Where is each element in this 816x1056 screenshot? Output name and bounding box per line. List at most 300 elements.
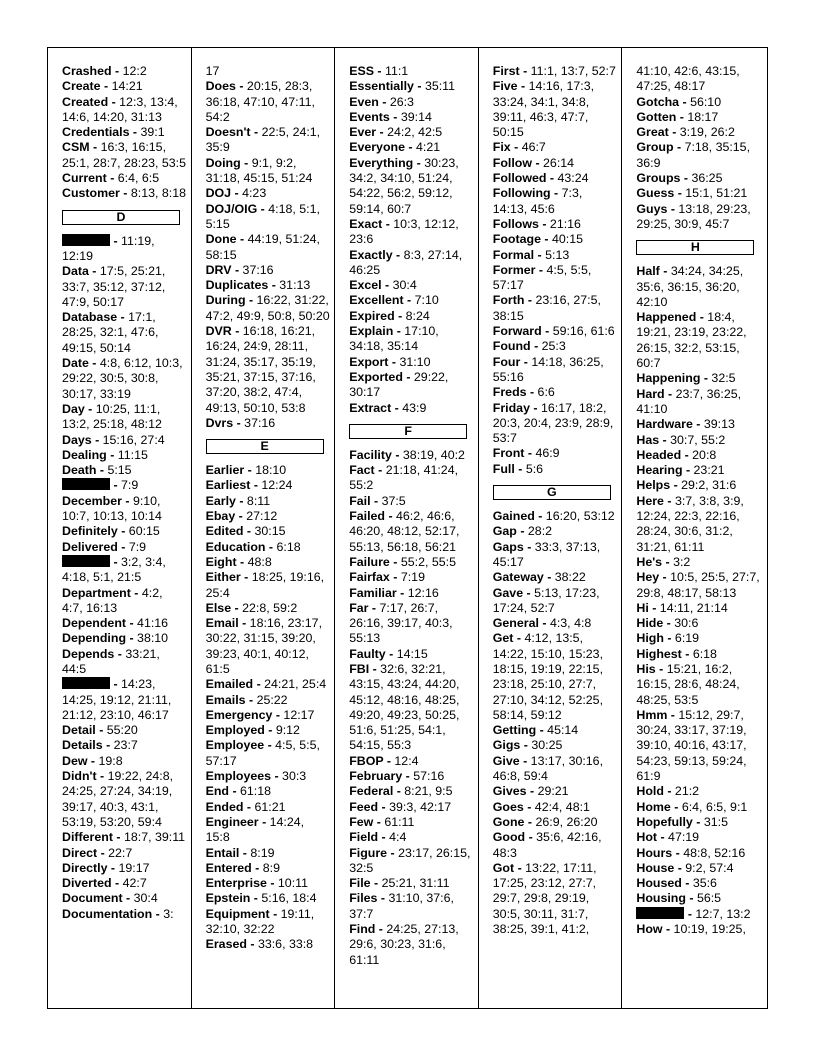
page-line-refs: 18:7, 39:11 <box>123 830 186 845</box>
entry-dash: - <box>152 906 164 921</box>
entry-term: Hard <box>636 386 665 401</box>
index-entry-earliest <box>206 478 331 493</box>
index-entry-didn-t <box>62 769 187 830</box>
entry-dash: - <box>129 125 141 140</box>
index-entry-failure <box>349 555 474 570</box>
page-line-refs: 42:4, 48:1 <box>534 799 590 814</box>
index-entry-hey <box>636 570 763 601</box>
index-entry-hot <box>636 830 763 845</box>
index-entry-exact <box>349 217 474 248</box>
entry-term: DVR <box>205 324 232 339</box>
index-entry-education <box>206 540 331 555</box>
page-line-refs: 61:11 <box>384 814 415 829</box>
entry-dash: - <box>659 264 671 279</box>
entry-dash: - <box>387 845 399 860</box>
index-entry-redacted <box>62 478 187 493</box>
entry-dash: - <box>243 524 255 539</box>
page-line-refs: 3:19, 26:2 <box>679 125 735 140</box>
entry-term: Death <box>62 463 97 478</box>
entry-dash: - <box>376 125 388 140</box>
index-entry-early <box>206 494 331 509</box>
entry-dash: - <box>662 922 674 937</box>
index-entry-he-s <box>636 555 763 570</box>
entry-term: General <box>492 616 539 631</box>
entry-dash: - <box>673 140 685 155</box>
entry-term: Created <box>62 94 109 109</box>
entry-term: Done <box>205 232 237 247</box>
entry-dash: - <box>265 539 277 554</box>
page-line-refs: 16:22, 31:22, 47:2, 49:9, 50:8, 50:20 <box>205 293 330 323</box>
entry-dash: - <box>540 232 552 247</box>
entry-term: Great <box>636 125 669 140</box>
entry-dash: - <box>100 79 112 94</box>
entry-dash: - <box>389 554 401 569</box>
entry-dash: - <box>517 79 529 94</box>
entry-term: File <box>349 876 371 891</box>
entry-dash: - <box>381 278 393 293</box>
index-entry-following <box>493 186 618 217</box>
entry-dash: - <box>663 631 675 646</box>
entry-term: Doesn't <box>205 125 251 140</box>
entry-dash: - <box>662 554 674 569</box>
index-entry-emails <box>206 693 331 708</box>
page-line-refs: 30:6 <box>674 616 699 631</box>
entry-term: Fix <box>492 140 511 155</box>
entry-dash: - <box>251 860 263 875</box>
entry-term: Direct <box>62 845 98 860</box>
index-entry-created <box>62 95 187 126</box>
entry-term: Forth <box>492 293 525 308</box>
page-line-refs: 25:22 <box>256 692 288 707</box>
page-line-refs: 14:11, 21:14 <box>659 600 728 615</box>
page-line-refs: 60:15 <box>128 524 160 539</box>
entry-dash: - <box>374 463 386 478</box>
entry-dash: - <box>534 247 546 262</box>
letter-header-h: H <box>636 240 754 255</box>
entry-dash: - <box>108 94 120 109</box>
page-line-refs: 34:24, 34:25, 35:6, 36:15, 36:20, 42:10 <box>636 264 744 309</box>
index-entry-everything <box>349 156 474 217</box>
entry-dash: - <box>510 140 522 155</box>
entry-term: Everyone <box>349 140 405 155</box>
entry-dash: - <box>393 324 405 339</box>
entry-term: Extract <box>349 400 392 415</box>
index-entry-familiar <box>349 586 474 601</box>
page-line-refs: 19:8 <box>98 753 123 768</box>
page-line-refs: 4:3, 4:8 <box>549 616 592 631</box>
page-line-refs: 23:17, 26:15, 32:5 <box>349 845 471 875</box>
entry-dash: - <box>235 509 247 524</box>
index-entry-erased <box>206 937 331 952</box>
redaction-bar <box>62 234 110 246</box>
entry-dash: - <box>681 447 693 462</box>
entry-dash: - <box>266 876 278 891</box>
entry-dash: - <box>236 554 248 569</box>
page-line-refs: 32:6, 32:21, 43:15, 43:24, 44:20, 45:12, 48:16, 48:25, 49:20, 49:23, 50:25, 51:6, 51:25, 54:1, 54:15, 55:3 <box>349 661 460 753</box>
entry-term: Hi <box>636 600 649 615</box>
entry-term: Housing <box>636 891 686 906</box>
index-entry-gotcha <box>636 95 763 110</box>
entry-term: Detail <box>62 723 96 738</box>
entry-dash: - <box>648 600 660 615</box>
entry-dash: - <box>530 339 542 354</box>
page-line-refs: 5:15 <box>107 463 132 478</box>
index-entry-death <box>62 463 187 478</box>
entry-dash: - <box>373 814 385 829</box>
index-entry-gave <box>493 586 618 617</box>
entry-term: Employee <box>205 738 265 753</box>
page-line-refs: 7:17, 26:7, 26:16, 39:17, 40:3, 55:13 <box>349 600 453 646</box>
entry-dash: - <box>529 400 541 415</box>
entry-dash: - <box>236 232 248 247</box>
entry-dash: - <box>240 155 252 170</box>
page-line-refs: 37:5 <box>381 493 406 508</box>
index-entry-redacted <box>62 555 187 586</box>
page-line-refs: 6:18 <box>276 539 301 554</box>
page-line-refs: 10:3, 12:12, 23:6 <box>349 216 459 247</box>
entry-term: Employed <box>205 723 265 738</box>
page-line-refs: 5:13 <box>545 247 570 262</box>
entry-dash: - <box>674 860 686 875</box>
entry-dash: - <box>268 278 280 293</box>
index-entry-dependent <box>62 616 187 631</box>
index-entry-doj <box>206 186 331 201</box>
entry-dash: - <box>114 646 126 661</box>
entry-term: Excel <box>349 278 382 293</box>
entry-dash: - <box>543 570 555 585</box>
entry-term: Front <box>492 446 525 461</box>
page-line-refs: 9:10, 10:7, 10:13, 10:14 <box>62 493 162 524</box>
entry-term: Guess <box>636 186 675 201</box>
page-line-refs: 4:21 <box>416 140 441 155</box>
entry-term: Fail <box>349 493 371 508</box>
entry-dash: - <box>84 401 96 416</box>
index-entry-expired <box>349 309 474 324</box>
index-entry-email <box>206 616 331 677</box>
entry-term: Far <box>349 600 369 615</box>
entry-term: Gap <box>492 524 517 539</box>
entry-term: End <box>205 784 229 799</box>
index-entry-everyone <box>349 140 474 155</box>
index-entry-gone <box>493 815 618 830</box>
entry-dash: - <box>523 585 535 600</box>
page-line-refs: 38:19, 40:2 <box>402 447 465 462</box>
page-line-refs: 61:21 <box>254 799 286 814</box>
entry-term: Freds <box>492 385 527 400</box>
page-line-refs: 30:23, 34:2, 34:10, 51:24, 54:22, 56:2, 59:12, 59:14, 60:7 <box>349 155 459 216</box>
entry-term: Faulty <box>349 646 386 661</box>
page-line-refs: 33:3, 37:13, 45:17 <box>492 539 601 569</box>
entry-term: Get <box>492 631 514 646</box>
entry-term: Forward <box>492 324 542 339</box>
entry-term: Depends <box>62 646 115 661</box>
entry-dash: - <box>96 463 108 478</box>
entry-dash: - <box>680 171 692 186</box>
page-line-refs: 38:10 <box>137 631 169 646</box>
entry-dash: - <box>245 692 257 707</box>
index-entry-gaps <box>493 540 618 571</box>
index-entry-credentials <box>62 125 187 140</box>
index-entry-highest <box>636 647 763 662</box>
entry-dash: - <box>269 906 281 921</box>
entry-dash: - <box>538 616 550 631</box>
entry-dash: - <box>231 324 243 339</box>
entry-continuation <box>636 64 763 95</box>
entry-dash: - <box>393 784 405 799</box>
page-line-refs: 12:16 <box>407 585 439 600</box>
entry-term: Find <box>349 922 376 937</box>
index-entry-fbop <box>349 754 474 769</box>
entry-dash: - <box>391 447 403 462</box>
index-entry-housing <box>636 891 763 906</box>
entry-term: Highest <box>636 646 682 661</box>
page-line-refs: 3:7, 3:8, 3:9, 12:24, 22:3, 22:16, 28:24, 30:6, 31:2, 31:21, 61:11 <box>636 493 744 554</box>
index-column-4 <box>479 48 623 1008</box>
entry-dash: - <box>679 94 691 109</box>
entry-term: Groups <box>636 171 681 186</box>
page-line-refs: 30:3 <box>282 769 307 784</box>
index-entry-formal <box>493 248 618 263</box>
page-line-refs: 12:24 <box>261 478 293 493</box>
page-line-refs: 8:24 <box>405 308 430 323</box>
entry-term: Email <box>205 616 239 631</box>
page-line-refs: 42:7 <box>122 876 147 891</box>
index-entry-goes <box>493 800 618 815</box>
entry-term: Credentials <box>62 125 130 140</box>
entry-dash: - <box>370 493 382 508</box>
page-line-refs: 14:23, 14:25, 19:12, 21:11, 21:12, 23:10, 46:17 <box>62 677 172 722</box>
page-line-refs: 10:25, 11:1, 13:2, 25:18, 48:12 <box>62 401 162 432</box>
index-entry-hopefully <box>636 815 763 830</box>
index-entry-got <box>493 861 618 937</box>
index-entry-files <box>349 891 474 922</box>
entry-term: Earliest <box>205 478 251 493</box>
entry-term: Gaps <box>492 539 524 554</box>
page-line-refs: 5:13, 17:23, 17:24, 52:7 <box>492 585 600 615</box>
entry-term: Duplicates <box>205 278 269 293</box>
entry-term: FBI <box>349 661 370 676</box>
index-entry-hours <box>636 846 763 861</box>
entry-dash: - <box>243 799 255 814</box>
entry-term: Helps <box>636 478 671 493</box>
index-entry-front <box>493 446 618 461</box>
entry-dash: - <box>670 478 682 493</box>
index-entry-file <box>349 876 474 891</box>
entry-dash: - <box>681 646 693 661</box>
page-line-refs: 12:3, 13:4, 14:6, 14:20, 31:13 <box>62 94 178 124</box>
entry-term: CSM <box>62 140 90 155</box>
entry-term: Following <box>492 186 551 201</box>
page-line-refs: 17:1, 28:25, 32:1, 47:6, 49:15, 50:14 <box>62 310 159 355</box>
entry-term: Gotten <box>636 109 677 124</box>
page-line-refs: 15:16, 27:4 <box>102 432 165 447</box>
entry-dash: - <box>664 386 676 401</box>
page-line-refs: 12:7, 13:2 <box>695 906 751 921</box>
page-line-refs: 38:22 <box>554 570 586 585</box>
entry-dash: - <box>663 784 675 799</box>
index-entry-house <box>636 861 763 876</box>
entry-dash: - <box>389 109 401 124</box>
page-line-refs: 23:7 <box>113 738 138 753</box>
entry-term: Facility <box>349 447 392 462</box>
entry-term: Full <box>492 461 515 476</box>
entry-dash: - <box>238 616 250 631</box>
page-line-refs: 39:3, 42:17 <box>389 799 452 814</box>
index-entry-gives <box>493 784 618 799</box>
index-entry-forth <box>493 293 618 324</box>
entry-term: Hmm <box>636 707 668 722</box>
index-entry-doj-oig <box>206 202 331 233</box>
entry-term: Export <box>349 354 389 369</box>
index-entry-enterprise <box>206 876 331 891</box>
page-line-refs: 39:13 <box>703 417 735 432</box>
entry-dash: - <box>659 432 671 447</box>
index-entry-delivered <box>62 540 187 555</box>
index-entry-fairfax <box>349 570 474 585</box>
entry-dash: - <box>519 64 531 78</box>
index-entry-here <box>636 494 763 555</box>
entry-dash: - <box>257 201 269 216</box>
entry-term: Hold <box>636 784 664 799</box>
entry-term: DOJ <box>205 186 232 201</box>
entry-term: Good <box>492 830 526 845</box>
letter-header-e: E <box>206 439 324 454</box>
page-line-refs: 37:16 <box>242 262 274 277</box>
entry-term: First <box>492 64 520 78</box>
entry-term: High <box>636 631 664 646</box>
entry-dash: - <box>377 891 389 906</box>
index-entry-fix <box>493 140 618 155</box>
page-line-refs: 39:1 <box>140 125 165 140</box>
entry-dash: - <box>535 262 547 277</box>
index-entry-day <box>62 402 187 433</box>
entry-dash: - <box>233 415 245 430</box>
entry-dash: - <box>378 94 390 109</box>
index-entry-documentation <box>62 907 187 922</box>
page-line-refs: 31:13 <box>279 278 311 293</box>
entry-term: Everything <box>349 155 414 170</box>
entry-term: How <box>636 922 663 937</box>
index-column-1 <box>48 48 192 1008</box>
page-line-refs: 48:8, 52:16 <box>683 845 746 860</box>
index-entry-gigs <box>493 738 618 753</box>
index-entry-database <box>62 310 187 356</box>
page-line-refs: 24:2, 42:5 <box>387 125 443 140</box>
entry-term: Database <box>62 310 118 325</box>
index-entry-date <box>62 356 187 402</box>
entry-term: ESS <box>349 64 374 78</box>
page-line-refs: 23:21 <box>693 463 725 478</box>
page-line-refs: 10:19, 19:25, <box>673 922 746 937</box>
entry-dash: - <box>107 860 119 875</box>
entry-dash: - <box>112 830 124 845</box>
index-entry-federal <box>349 784 474 799</box>
page-line-refs: 41:10, 42:6, 43:15, 47:25, 48:17 <box>636 64 740 94</box>
index-entry-employee <box>206 738 331 769</box>
letter-header-d: D <box>62 210 180 225</box>
entry-term: Else <box>205 600 232 615</box>
entry-dash: - <box>231 600 243 615</box>
page-line-refs: 6:6 <box>537 385 555 400</box>
entry-term: Different <box>62 830 113 845</box>
entry-term: Field <box>349 830 379 845</box>
entry-term: Found <box>492 339 531 354</box>
entry-term: Education <box>205 539 266 554</box>
page-line-refs: 14:18, 36:25, 55:16 <box>492 354 604 384</box>
entry-dash: - <box>231 262 243 277</box>
page-line-refs: 7:3, 14:13, 45:6 <box>492 186 583 216</box>
index-entry-full <box>493 462 618 477</box>
page-line-refs: 17 <box>205 64 220 78</box>
index-entry-drv <box>206 263 331 278</box>
entry-dash: - <box>111 876 123 891</box>
page-line-refs: 6:4, 6:5, 9:1 <box>681 799 748 814</box>
page-line-refs: 15:12, 29:7, 30:24, 33:17, 37:19, 39:10, 40:16, 43:17, 54:23, 59:13, 59:24, 61:9 <box>636 707 747 784</box>
letter-header-g: G <box>493 485 611 500</box>
redaction-bar <box>636 907 684 919</box>
entry-term: Even <box>349 94 379 109</box>
entry-term: Does <box>205 79 236 94</box>
entry-dash: - <box>375 922 387 937</box>
entry-dash: - <box>110 233 122 248</box>
page-line-refs: 30:25 <box>531 738 563 753</box>
entry-dash: - <box>370 876 382 891</box>
index-entry-end <box>206 784 331 799</box>
entry-dash: - <box>394 308 406 323</box>
index-entry-headed <box>636 448 763 463</box>
entry-dash: - <box>526 385 538 400</box>
index-entry-doing <box>206 156 331 187</box>
entry-term: Create <box>62 79 101 94</box>
entry-term: Didn't <box>62 769 97 784</box>
index-entry-entered <box>206 861 331 876</box>
page-line-refs: 56:5 <box>696 891 722 906</box>
page-line-refs: 55:2, 55:5 <box>400 554 456 569</box>
entry-dash: - <box>110 554 122 569</box>
index-entry-earlier <box>206 463 331 478</box>
entry-term: Exact <box>349 216 383 231</box>
page-line-refs: 43:9 <box>402 400 427 415</box>
index-entry-field <box>349 830 474 845</box>
entry-dash: - <box>117 539 129 554</box>
entry-term: Happening <box>636 371 701 386</box>
page-line-refs: 8:11 <box>246 493 271 508</box>
page-line-refs: 16:17, 18:2, 20:3, 20:4, 23:9, 28:9, 53:7 <box>492 400 614 446</box>
index-entry-department <box>62 586 187 617</box>
entry-dash: - <box>250 891 262 906</box>
entry-dash: - <box>692 814 704 829</box>
index-entry-forward <box>493 324 618 339</box>
index-entry-far <box>349 601 474 647</box>
entry-term: Happened <box>636 310 697 325</box>
page-line-refs: 4:8, 6:12, 10:3, 29:22, 30:5, 30:8, 30:17, 33:19 <box>62 356 183 401</box>
entry-dash: - <box>534 509 546 524</box>
page-line-refs: 5:16, 18:4 <box>261 891 317 906</box>
page-line-refs: 59:16, 61:6 <box>552 324 615 339</box>
entry-term: Explain <box>349 324 394 339</box>
entry-term: Diverted <box>62 876 112 891</box>
entry-term: Fact <box>349 463 375 478</box>
page-line-refs: 21:16 <box>549 216 581 231</box>
page-line-refs: 30:7, 55:2 <box>670 432 726 447</box>
index-entry-ended <box>206 800 331 815</box>
index-entry-gained <box>493 509 618 524</box>
entry-dash: - <box>235 493 247 508</box>
entry-dash: - <box>95 723 107 738</box>
index-entry-home <box>636 800 763 815</box>
page-line-refs: 25:21, 31:11 <box>381 876 450 891</box>
index-entry-equipment <box>206 907 331 938</box>
